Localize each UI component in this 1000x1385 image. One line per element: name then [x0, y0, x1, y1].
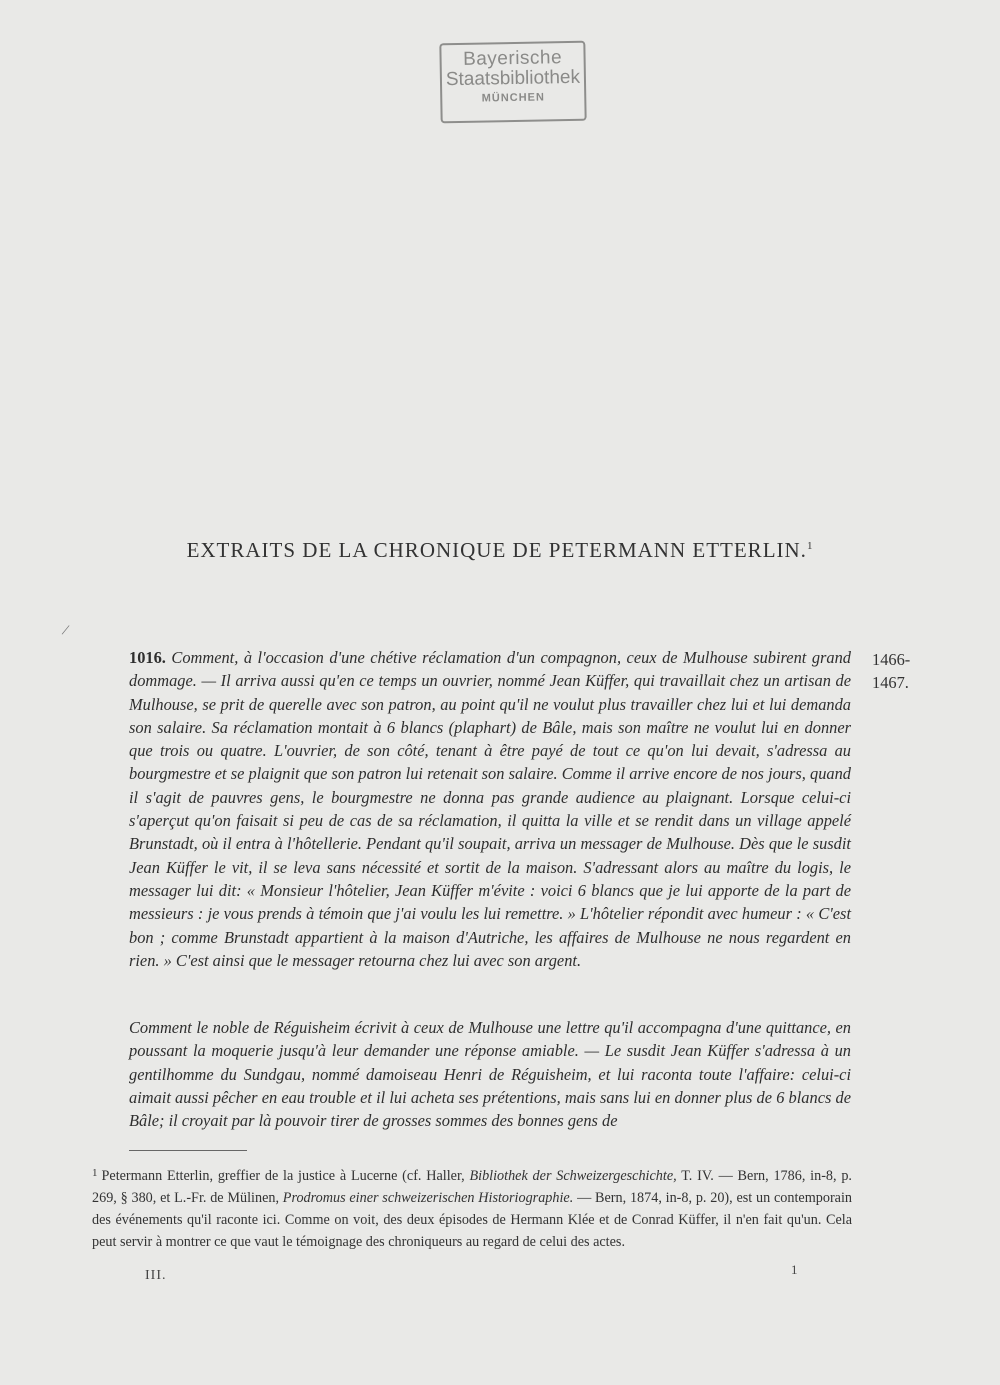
title-text: EXTRAITS DE LA CHRONIQUE DE PETERMANN ETTERLIN.	[186, 538, 807, 562]
stamp-line-1: Bayerische	[462, 47, 563, 70]
page-title	[0, 538, 1000, 563]
library-stamp	[439, 41, 586, 124]
title-footnote-mark: 1	[806, 540, 814, 552]
entry-paragraph	[129, 646, 851, 972]
pencil-mark: /	[60, 621, 71, 640]
page-number: 1	[791, 1262, 798, 1277]
footnote-italic-1: Bibliothek der Schweizergeschichte,	[469, 1168, 677, 1184]
margin-year: 1466- 1467.	[872, 650, 911, 693]
entry-number: 1016.	[129, 648, 166, 667]
footnote-italic-2: Prodromus einer schweizerischen Historiographie.	[282, 1190, 574, 1206]
footnote-part-2: T. IV. — Bern, 1786, in-8, p. 269, § 380, et L.-Fr. de Mülinen,	[92, 1168, 852, 1206]
footnote-part-3: — Bern, 1874, in-8, p. 20), est un contemporain des événements qu'il raconte ici. Comme on voit, des deux épisodes de Hermann Klée et de Conrad Küffer, il n'en fait qu'un. Cela peut servir à montrer ce que vaut le témoignage des chroniqueurs au regard de celui des actes.	[92, 1190, 852, 1250]
footnote-mark: 1	[92, 1167, 98, 1179]
signature-mark: III.	[145, 1268, 167, 1283]
stamp-line-2: Staatsbibliothek	[445, 66, 581, 91]
stamp-line-3: MÜNCHEN	[481, 91, 545, 105]
second-paragraph: Comment le noble de Réguisheim écrivit à ceux de Mulhouse une lettre qu'il accompagna d'une quittance, en poussant la moquerie jusqu'à leur demander une réponse amiable. — Le susdit Jean Küffer s'adressa à un gentilhomme du Sundgau, nommé damoiseau Henri de Réguisheim, et lui raconta toute l'affaire: celui-ci aimait aussi pêcher en eau trouble et il lui acheta ses prétentions, mais sans lui en donner plus de 6 blancs de Bâle; il croyait par là pouvoir tirer de grosses sommes des bonnes gens de	[129, 1018, 851, 1131]
footnote-part-1: Petermann Etterlin, greffier de la justice à Lucerne (cf. Haller,	[101, 1168, 470, 1184]
footnote	[92, 1162, 852, 1253]
footnote-divider	[129, 1150, 247, 1151]
entry-text: Comment, à l'occasion d'une chétive réclamation d'un compagnon, ceux de Mulhouse subirent grand dommage. — Il arriva aussi qu'en ce temps un ouvrier, nommé Jean Küffer, qui travaillait chez un artisan de Mulhouse, se prit de querelle avec son patron, au point qu'il ne voulut plus travailler chez lui et lui demanda son salaire. Sa réclamation montait à 6 blancs (plaphart) de Bâle, mais son maître ne voulut lui en donner que trois ou quatre. L'ouvrier, de son côté, tenant à être payé de tout ce qu'on lui devait, s'adressa au bourgmestre et se plaignit que son patron lui retenait son salaire. Comme il arrive encore de nos jours, quand il s'agit de pauvres gens, le bourgmestre ne donna pas grande audience au plaignant. Lorsque celui-ci s'aperçut qu'on faisait si peu de cas de sa réclamation, il quitta la ville et se rendit dans un village appelé Brunstadt, où il entra à l'hôtellerie. Pendant qu'il soupait, arriva un messager de Mulhouse. Dès que le susdit Jean Küffer le vit, il se leva sans nécessité et sortit de la maison. S'adressant alors au maître du logis, le messager lui dit: « Monsieur l'hôtelier, Jean Küffer m'évite : voici 6 blancs que je lui apporte de la part de messieurs : je vous prends à témoin que j'ai voulu les lui remettre. » L'hôtelier répondit avec humeur : « C'est bon ; comme Brunstadt appartient à la maison d'Autriche, les affaires de Mulhouse ne nous regardent en rien. » C'est ainsi que le messager retourna chez lui avec son argent.	[129, 648, 851, 970]
